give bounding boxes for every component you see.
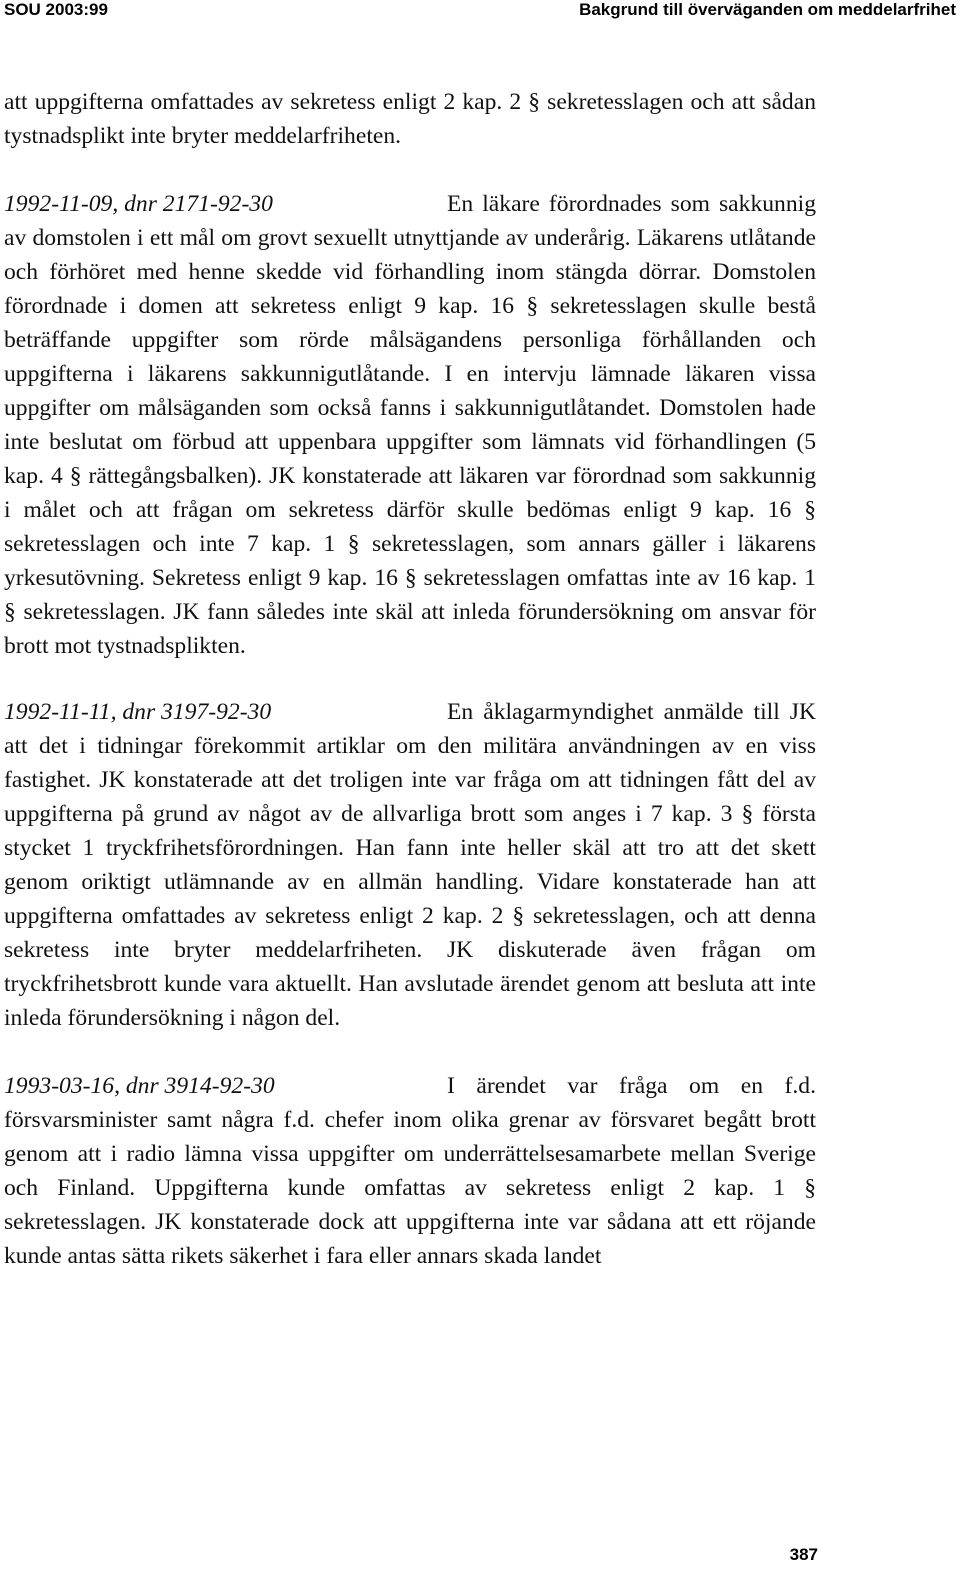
case-text: En åklagarmyndighet anmälde till JK att det i tidningar förekommit artiklar om den militära användningen av en viss fastighet. JK konstaterade att det troligen inte var fråga om att tidningen fått del av uppgifterna på grund av något av de allvarliga brott som anges i 7 kap. 3 § första stycket 1 tryckfrihetsförordningen. Han fann inte heller skäl att tro att det skett genom oriktigt utlämnande av en allmän handling. Vidare konstaterade han att uppgifterna omfattades av sekretess enligt 2 kap. 2 § sekretesslagen, och att denna sekretess inte bryter meddelarfriheten. JK diskuterade även frågan om tryckfrihetsbrott kunde vara aktuellt. Han avslutade ärendet genom att besluta att inte inleda förundersökning i någon del. [4,699,816,1031]
page-body [4,85,816,1273]
case-heading: 1993-03-16, dnr 3914-92-30 [4,1073,275,1099]
running-header [0,0,960,26]
case-heading: 1992-11-09, dnr 2171-92-30 [4,191,273,217]
case-1992-11-09 [4,187,816,663]
intro-paragraph: att uppgifterna omfattades av sekretess enligt 2 kap. 2 § sekretesslagen och att sådan tystnadsplikt inte bryter meddelarfriheten. [4,89,816,149]
page-number: 387 [789,1545,818,1564]
case-heading: 1992-11-11, dnr 3197-92-30 [4,699,272,725]
case-1992-11-11 [4,695,816,1035]
case-text: I ärendet var fråga om en f.d. försvarsminister samt några f.d. chefer inom olika grenar av försvaret begått brott genom att i radio lämna vissa uppgifter om underrättelsesamarbete mellan Sverige och Finland. Uppgifterna kunde omfattas av sekretess enligt 2 kap. 1 § sekretesslagen. JK konstaterade dock att uppgifterna inte var sådana att ett röjande kunde antas sätta rikets säkerhet i fara eller annars skada landet [4,1073,816,1269]
section-title: Bakgrund till överväganden om meddelarfrihet [579,0,956,19]
case-text: En läkare förordnades som sakkunnig av domstolen i ett mål om grovt sexuellt utnyttjande av underårig. Läkarens utlåtande och förhöret med henne skedde vid förhandling inom stängda dörrar. Domstolen förordnade i domen att sekretess enligt 9 kap. 16 § sekretesslagen skulle bestå beträffande uppgifter som rörde målsägandens personliga förhållanden och uppgifterna i läkarens sakkunnigutlåtande. I en intervju lämnade läkaren vissa uppgifter om målsäganden som också fanns i sakkunnigutlåtandet. Domstolen hade inte beslutat om förbud att uppenbara uppgifter som lämnats vid förhandlingen (5 kap. 4 § rättegångsbalken). JK konstaterade att läkaren var förordnad som sakkunnig i målet och att frågan om sekretess därför skulle bedömas enligt 9 kap. 16 § sekretesslagen och inte 7 kap. 1 § sekretesslagen, som annars gäller i läkarens yrkesutövning. Sekretess enligt 9 kap. 16 § sekretesslagen omfattas inte av 16 kap. 1 § sekretesslagen. JK fann således inte skäl att inleda förundersökning om ansvar för brott mot tystnadsplikten. [4,191,816,659]
document-id: SOU 2003:99 [4,0,108,19]
case-1993-03-16 [4,1069,816,1273]
